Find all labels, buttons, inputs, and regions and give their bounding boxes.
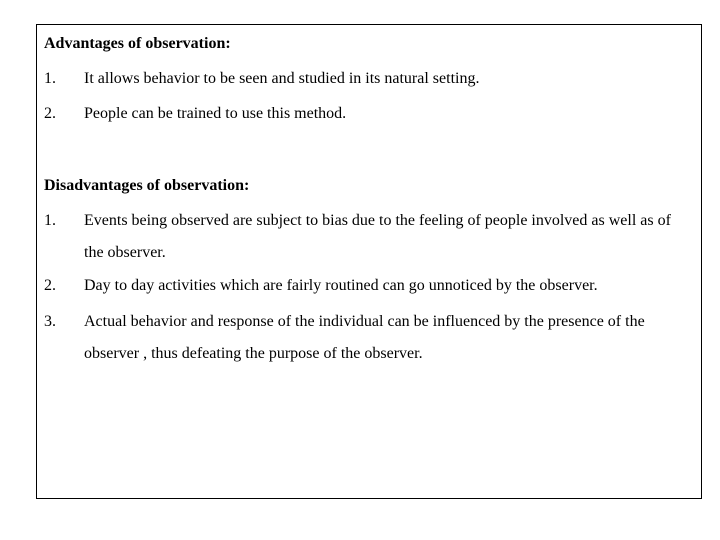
item-text: Day to day activities which are fairly routined can go unnoticed by the observer. xyxy=(84,277,598,294)
document-frame xyxy=(36,24,702,499)
item-number: 1. xyxy=(44,212,56,229)
advantage-item-1 xyxy=(44,63,694,95)
disadvantage-item-1 xyxy=(44,205,694,269)
disadvantages-heading: Disadvantages of observation: xyxy=(44,177,250,194)
item-number: 3. xyxy=(44,313,56,330)
item-number: 1. xyxy=(44,70,56,87)
disadvantage-item-3 xyxy=(44,306,694,370)
item-text: Actual behavior and response of the individual can be influenced by the presence of the observer , thus defeating the purpose of the observer. xyxy=(84,313,645,362)
item-text: People can be trained to use this method. xyxy=(84,105,347,122)
disadvantage-item-2 xyxy=(44,270,694,302)
item-number: 2. xyxy=(44,277,56,294)
item-text: Events being observed are subject to bias due to the feeling of people involved as well as of the observer. xyxy=(84,212,671,261)
advantages-heading: Advantages of observation: xyxy=(44,35,231,52)
advantage-item-2 xyxy=(44,98,694,130)
item-number: 2. xyxy=(44,105,56,122)
item-text: It allows behavior to be seen and studied in its natural setting. xyxy=(84,70,480,87)
